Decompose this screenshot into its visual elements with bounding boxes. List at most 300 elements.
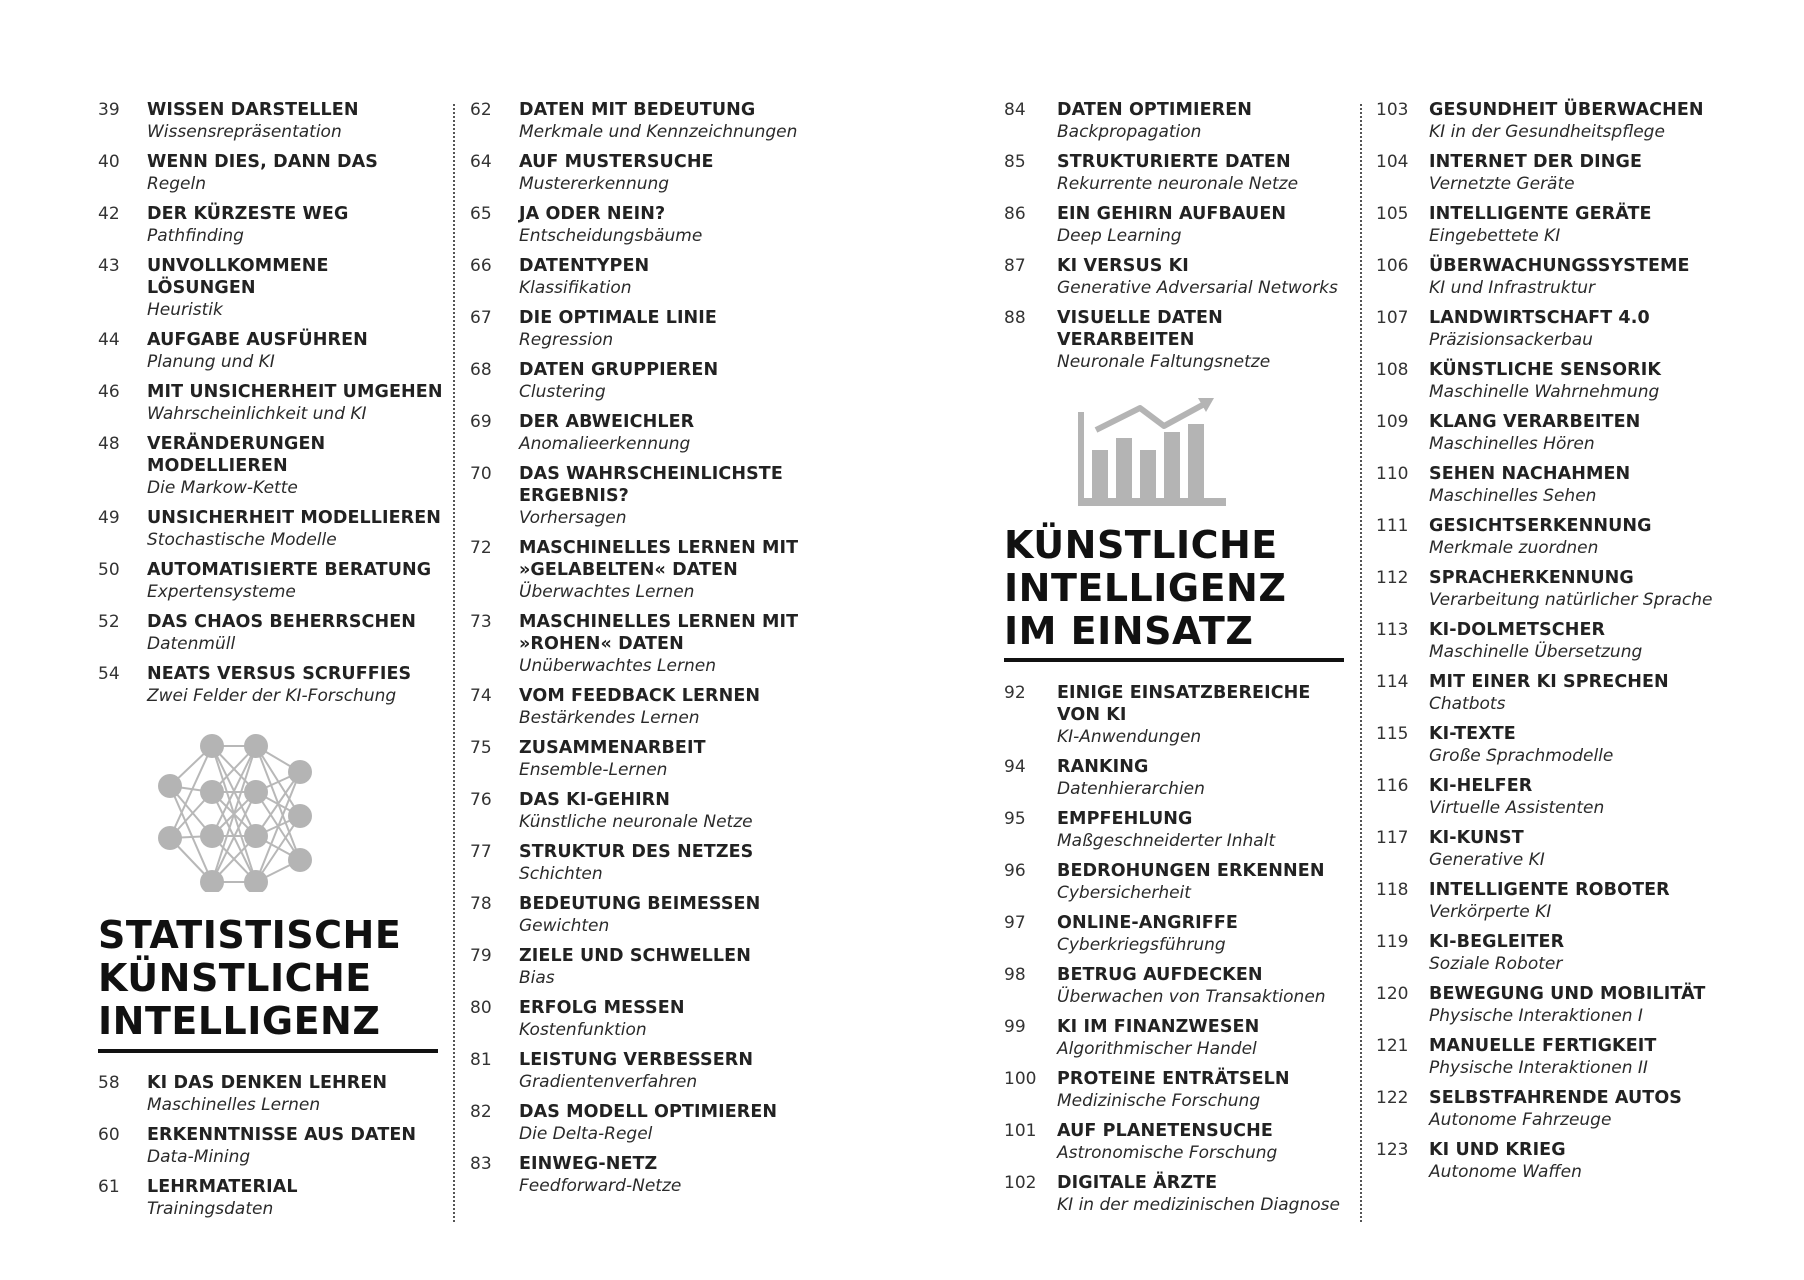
entry-subtitle: Rekurrente neuronale Netze bbox=[1057, 174, 1299, 194]
page-number: 95 bbox=[1004, 809, 1026, 829]
entry-text bbox=[147, 151, 443, 195]
entry-subtitle: Planung und KI bbox=[147, 352, 275, 372]
page-number: 119 bbox=[1376, 932, 1409, 952]
page-number: 107 bbox=[1376, 308, 1409, 328]
entry-subtitle: Regeln bbox=[147, 174, 207, 194]
entry-title: WENN DIES, DANN DAS bbox=[147, 152, 379, 172]
entry-text bbox=[147, 433, 443, 499]
entry-title: ONLINE-ANGRIFFE bbox=[1057, 913, 1238, 933]
toc-entry bbox=[1376, 983, 1736, 1027]
toc-entry bbox=[470, 893, 815, 937]
entry-text bbox=[1057, 151, 1349, 195]
toc-column-1-bottom bbox=[98, 1072, 443, 1228]
page-number: 117 bbox=[1376, 828, 1409, 848]
toc-entry bbox=[98, 1072, 443, 1116]
entry-title: MANUELLE FERTIGKEIT bbox=[1429, 1036, 1657, 1056]
entry-text bbox=[1429, 1035, 1736, 1079]
entry-title: STRUKTURIERTE DATEN bbox=[1057, 152, 1291, 172]
entry-title: LEHRMATERIAL bbox=[147, 1177, 298, 1197]
entry-title: UNVOLLKOMMENE LÖSUNGEN bbox=[147, 256, 329, 298]
entry-title: KI-BEGLEITER bbox=[1429, 932, 1565, 952]
toc-entry bbox=[1004, 1120, 1349, 1164]
page-number: 42 bbox=[98, 204, 120, 224]
column-divider bbox=[1360, 104, 1362, 1222]
entry-subtitle: Autonome Waffen bbox=[1429, 1162, 1582, 1182]
toc-list bbox=[1004, 682, 1349, 1216]
entry-title: LEISTUNG VERBESSERN bbox=[519, 1050, 754, 1070]
section-rule bbox=[1004, 658, 1344, 662]
entry-text bbox=[1429, 879, 1736, 923]
entry-title: MIT UNSICHERHEIT UMGEHEN bbox=[147, 382, 443, 402]
entry-title: DER ABWEICHLER bbox=[519, 412, 695, 432]
toc-entry bbox=[1004, 964, 1349, 1008]
toc-entry bbox=[470, 997, 815, 1041]
entry-title: NEATS VERSUS SCRUFFIES bbox=[147, 664, 412, 684]
toc-entry bbox=[1376, 619, 1736, 663]
entry-subtitle: Medizinische Forschung bbox=[1057, 1091, 1261, 1111]
toc-entry bbox=[470, 1049, 815, 1093]
entry-subtitle: Präzisionsackerbau bbox=[1429, 330, 1593, 350]
entry-title: BEDROHUNGEN ERKENNEN bbox=[1057, 861, 1325, 881]
entry-text bbox=[1429, 307, 1736, 351]
entry-title: DATEN GRUPPIEREN bbox=[519, 360, 719, 380]
page-number: 94 bbox=[1004, 757, 1026, 777]
entry-text bbox=[1057, 1016, 1349, 1060]
entry-subtitle: Große Sprachmodelle bbox=[1429, 746, 1614, 766]
entry-subtitle: Merkmale und Kennzeichnungen bbox=[519, 122, 798, 142]
entry-subtitle: Clustering bbox=[519, 382, 606, 402]
entry-title: KLANG VERARBEITEN bbox=[1429, 412, 1641, 432]
page-number: 73 bbox=[470, 612, 492, 632]
entry-text bbox=[1429, 99, 1736, 143]
page-number: 44 bbox=[98, 330, 120, 350]
entry-title: STRUKTUR DES NETZES bbox=[519, 842, 754, 862]
toc-entry bbox=[1376, 1087, 1736, 1131]
entry-text bbox=[147, 203, 443, 247]
chart-bar bbox=[1116, 438, 1132, 498]
entry-subtitle: Backpropagation bbox=[1057, 122, 1202, 142]
page-number: 103 bbox=[1376, 100, 1409, 120]
entry-subtitle: Feedforward-Netze bbox=[519, 1176, 682, 1196]
page-number: 112 bbox=[1376, 568, 1409, 588]
entry-text bbox=[147, 381, 443, 425]
entry-text bbox=[147, 255, 443, 321]
entry-title: DATENTYPEN bbox=[519, 256, 650, 276]
toc-entry bbox=[1376, 723, 1736, 767]
entry-text bbox=[1429, 983, 1736, 1027]
entry-text bbox=[519, 997, 815, 1041]
toc-entry bbox=[1376, 463, 1736, 507]
toc-entry bbox=[98, 1124, 443, 1168]
neural-network-icon bbox=[154, 732, 324, 892]
entry-subtitle: Autonome Fahrzeuge bbox=[1429, 1110, 1612, 1130]
toc-entry bbox=[470, 789, 815, 833]
toc-entry bbox=[98, 559, 443, 603]
entry-text bbox=[1057, 912, 1349, 956]
entry-title: BEDEUTUNG BEIMESSEN bbox=[519, 894, 761, 914]
entry-title: EIN GEHIRN AUFBAUEN bbox=[1057, 204, 1287, 224]
entry-subtitle: Chatbots bbox=[1429, 694, 1506, 714]
entry-subtitle: Zwei Felder der KI-Forschung bbox=[147, 686, 397, 706]
entry-title: ERFOLG MESSEN bbox=[519, 998, 685, 1018]
entry-title: PROTEINE ENTRÄTSELN bbox=[1057, 1069, 1290, 1089]
entry-subtitle: Maschinelles Sehen bbox=[1429, 486, 1597, 506]
page-number: 66 bbox=[470, 256, 492, 276]
entry-subtitle: Virtuelle Assistenten bbox=[1429, 798, 1605, 818]
toc-entry bbox=[1376, 203, 1736, 247]
entry-title: ÜBERWACHUNGSSYSTEME bbox=[1429, 256, 1690, 276]
toc-entry bbox=[470, 737, 815, 781]
entry-title: DAS CHAOS BEHERRSCHEN bbox=[147, 612, 417, 632]
toc-entry bbox=[1004, 203, 1349, 247]
entry-text bbox=[1057, 682, 1349, 748]
entry-text bbox=[519, 151, 815, 195]
entry-title: DAS WAHRSCHEINLICHSTE ERGEBNIS? bbox=[519, 464, 783, 506]
entry-title: DATEN OPTIMIEREN bbox=[1057, 100, 1253, 120]
entry-subtitle: Cyberkriegsführung bbox=[1057, 935, 1226, 955]
toc-column-1 bbox=[98, 99, 443, 715]
toc-entry bbox=[1004, 808, 1349, 852]
toc-column-2 bbox=[470, 99, 815, 1205]
page-number: 72 bbox=[470, 538, 492, 558]
toc-column-4 bbox=[1376, 99, 1736, 1191]
page-number: 123 bbox=[1376, 1140, 1409, 1160]
toc-entry bbox=[470, 307, 815, 351]
page-number: 116 bbox=[1376, 776, 1409, 796]
entry-text bbox=[1057, 255, 1349, 299]
page-number: 58 bbox=[98, 1073, 120, 1093]
entry-subtitle: Vernetzte Geräte bbox=[1429, 174, 1575, 194]
entry-text bbox=[519, 99, 815, 143]
entry-text bbox=[147, 663, 443, 707]
network-node bbox=[200, 780, 224, 804]
toc-entry bbox=[1376, 931, 1736, 975]
toc-entry bbox=[1376, 1035, 1736, 1079]
page-number: 99 bbox=[1004, 1017, 1026, 1037]
entry-text bbox=[1429, 619, 1736, 663]
entry-subtitle: Überwachen von Transaktionen bbox=[1057, 987, 1326, 1007]
entry-text bbox=[1429, 203, 1736, 247]
entry-text bbox=[147, 1176, 443, 1220]
entry-title: MASCHINELLES LERNEN MIT »ROHEN« DATEN bbox=[519, 612, 799, 654]
entry-subtitle: Bestärkendes Lernen bbox=[519, 708, 700, 728]
page-number: 100 bbox=[1004, 1069, 1037, 1089]
entry-text bbox=[519, 737, 815, 781]
toc-entry bbox=[98, 203, 443, 247]
page-number: 61 bbox=[98, 1177, 120, 1197]
entry-text bbox=[1057, 964, 1349, 1008]
page-number: 97 bbox=[1004, 913, 1026, 933]
entry-subtitle: Physische Interaktionen II bbox=[1429, 1058, 1648, 1078]
network-node bbox=[288, 760, 312, 784]
entry-text bbox=[519, 307, 815, 351]
entry-title: ZUSAMMENARBEIT bbox=[519, 738, 706, 758]
entry-text bbox=[147, 559, 443, 603]
page-number: 115 bbox=[1376, 724, 1409, 744]
page-number: 65 bbox=[470, 204, 492, 224]
toc-entry bbox=[1376, 255, 1736, 299]
page-number: 122 bbox=[1376, 1088, 1409, 1108]
entry-title: SELBSTFAHRENDE AUTOS bbox=[1429, 1088, 1683, 1108]
entry-text bbox=[1057, 203, 1349, 247]
entry-title: KI DAS DENKEN LEHREN bbox=[147, 1073, 388, 1093]
toc-entry bbox=[1004, 682, 1349, 748]
entry-title: KI VERSUS KI bbox=[1057, 256, 1189, 276]
entry-text bbox=[1057, 1120, 1349, 1164]
entry-subtitle: Wahrscheinlichkeit und KI bbox=[147, 404, 367, 424]
entry-title: KÜNSTLICHE SENSORIK bbox=[1429, 360, 1661, 380]
entry-text bbox=[147, 1124, 443, 1168]
page-number: 105 bbox=[1376, 204, 1409, 224]
entry-text bbox=[1429, 515, 1736, 559]
entry-title: EMPFEHLUNG bbox=[1057, 809, 1193, 829]
page-number: 68 bbox=[470, 360, 492, 380]
toc-entry bbox=[470, 359, 815, 403]
entry-title: MASCHINELLES LERNEN MIT »GELABELTEN« DATEN bbox=[519, 538, 799, 580]
entry-title: RANKING bbox=[1057, 757, 1149, 777]
entry-subtitle: Maschinelle Wahrnehmung bbox=[1429, 382, 1660, 402]
toc-entry bbox=[1004, 1016, 1349, 1060]
page-number: 79 bbox=[470, 946, 492, 966]
entry-text bbox=[1057, 756, 1349, 800]
page-number: 46 bbox=[98, 382, 120, 402]
entry-title: VERÄNDERUNGEN MODELLIEREN bbox=[147, 434, 326, 476]
entry-title: DAS MODELL OPTIMIEREN bbox=[519, 1102, 778, 1122]
entry-subtitle: Maschinelles Lernen bbox=[147, 1095, 321, 1115]
network-node bbox=[200, 734, 224, 758]
chart-bar bbox=[1140, 450, 1156, 498]
toc-entry bbox=[470, 151, 815, 195]
toc-entry bbox=[98, 255, 443, 321]
entry-text bbox=[1429, 151, 1736, 195]
entry-title: DAS KI-GEHIRN bbox=[519, 790, 670, 810]
toc-list bbox=[98, 1072, 443, 1220]
entry-title: UNSICHERHEIT MODELLIEREN bbox=[147, 508, 442, 528]
entry-text bbox=[519, 359, 815, 403]
network-node bbox=[244, 780, 268, 804]
network-node bbox=[288, 804, 312, 828]
page-number: 76 bbox=[470, 790, 492, 810]
toc-entry bbox=[1004, 756, 1349, 800]
toc-entry bbox=[470, 411, 815, 455]
toc-list bbox=[1376, 99, 1736, 1183]
page-number: 74 bbox=[470, 686, 492, 706]
entry-title: DIGITALE ÄRZTE bbox=[1057, 1173, 1218, 1193]
entry-title: AUTOMATISIERTE BERATUNG bbox=[147, 560, 432, 580]
toc-entry bbox=[1004, 860, 1349, 904]
entry-title: KI-TEXTE bbox=[1429, 724, 1516, 744]
entry-subtitle: KI in der medizinischen Diagnose bbox=[1057, 1195, 1340, 1215]
entry-text bbox=[519, 893, 815, 937]
entry-subtitle: Deep Learning bbox=[1057, 226, 1182, 246]
entry-text bbox=[1429, 931, 1736, 975]
toc-entry bbox=[1376, 775, 1736, 819]
toc-entry bbox=[470, 841, 815, 885]
entry-title: SEHEN NACHAHMEN bbox=[1429, 464, 1631, 484]
entry-title: DIE OPTIMALE LINIE bbox=[519, 308, 717, 328]
entry-text bbox=[519, 411, 815, 455]
entry-text bbox=[147, 1072, 443, 1116]
entry-text bbox=[519, 1049, 815, 1093]
page-number: 78 bbox=[470, 894, 492, 914]
entry-text bbox=[1429, 827, 1736, 871]
entry-subtitle: Verkörperte KI bbox=[1429, 902, 1552, 922]
entry-subtitle: Schichten bbox=[519, 864, 603, 884]
page-number: 113 bbox=[1376, 620, 1409, 640]
page-number: 54 bbox=[98, 664, 120, 684]
entry-subtitle: Ensemble-Lernen bbox=[519, 760, 668, 780]
toc-entry bbox=[98, 99, 443, 143]
network-node bbox=[158, 774, 182, 798]
entry-subtitle: Verarbeitung natürlicher Sprache bbox=[1429, 590, 1713, 610]
page-number: 106 bbox=[1376, 256, 1409, 276]
entry-subtitle: Klassifikation bbox=[519, 278, 632, 298]
entry-subtitle: Anomalieerkennung bbox=[519, 434, 691, 454]
entry-title: AUF PLANETENSUCHE bbox=[1057, 1121, 1273, 1141]
toc-entry bbox=[470, 611, 815, 677]
page-number: 85 bbox=[1004, 152, 1026, 172]
entry-text bbox=[1429, 359, 1736, 403]
page-number: 62 bbox=[470, 100, 492, 120]
entry-title: KI-KUNST bbox=[1429, 828, 1524, 848]
entry-subtitle: Datenhierarchien bbox=[1057, 779, 1205, 799]
entry-title: ERKENNTNISSE AUS DATEN bbox=[147, 1125, 417, 1145]
entry-text bbox=[519, 203, 815, 247]
toc-entry bbox=[98, 663, 443, 707]
toc-entry bbox=[98, 329, 443, 373]
entry-text bbox=[1429, 1087, 1736, 1131]
entry-subtitle: Merkmale zuordnen bbox=[1429, 538, 1599, 558]
toc-column-3 bbox=[1004, 99, 1349, 381]
entry-text bbox=[519, 537, 815, 603]
page-number: 114 bbox=[1376, 672, 1409, 692]
entry-subtitle: Vorhersagen bbox=[519, 508, 627, 528]
entry-text bbox=[1429, 1139, 1736, 1183]
page-number: 50 bbox=[98, 560, 120, 580]
entry-text bbox=[519, 1101, 815, 1145]
chart-axis-x bbox=[1078, 498, 1226, 506]
page-number: 77 bbox=[470, 842, 492, 862]
entry-subtitle: Algorithmischer Handel bbox=[1057, 1039, 1257, 1059]
toc-entry bbox=[470, 463, 815, 529]
page-number: 87 bbox=[1004, 256, 1026, 276]
entry-subtitle: Data-Mining bbox=[147, 1147, 251, 1167]
entry-title: KI-DOLMETSCHER bbox=[1429, 620, 1606, 640]
entry-title: INTELLIGENTE ROBOTER bbox=[1429, 880, 1670, 900]
entry-subtitle: KI in der Gesundheitspflege bbox=[1429, 122, 1665, 142]
page-number: 75 bbox=[470, 738, 492, 758]
entry-subtitle: Gewichten bbox=[519, 916, 610, 936]
entry-title: KI-HELFER bbox=[1429, 776, 1533, 796]
entry-subtitle: Trainingsdaten bbox=[147, 1199, 274, 1219]
page-number: 92 bbox=[1004, 683, 1026, 703]
entry-text bbox=[1429, 255, 1736, 299]
entry-text bbox=[519, 1153, 815, 1197]
entry-text bbox=[147, 507, 443, 551]
toc-entry bbox=[470, 945, 815, 989]
entry-subtitle: Die Markow-Kette bbox=[147, 478, 298, 498]
entry-subtitle: Stochastische Modelle bbox=[147, 530, 337, 550]
entry-subtitle: Künstliche neuronale Netze bbox=[519, 812, 753, 832]
entry-title: INTELLIGENTE GERÄTE bbox=[1429, 204, 1652, 224]
entry-title: SPRACHERKENNUNG bbox=[1429, 568, 1634, 588]
entry-text bbox=[1057, 307, 1349, 373]
entry-text bbox=[1429, 775, 1736, 819]
entry-title: BETRUG AUFDECKEN bbox=[1057, 965, 1263, 985]
toc-entry bbox=[1376, 1139, 1736, 1183]
entry-title: MIT EINER KI SPRECHEN bbox=[1429, 672, 1669, 692]
entry-title: ZIELE UND SCHWELLEN bbox=[519, 946, 751, 966]
page-number: 118 bbox=[1376, 880, 1409, 900]
toc-entry bbox=[470, 1153, 815, 1197]
entry-text bbox=[519, 255, 815, 299]
entry-subtitle: Astronomische Forschung bbox=[1057, 1143, 1278, 1163]
page-number: 81 bbox=[470, 1050, 492, 1070]
entry-title: INTERNET DER DINGE bbox=[1429, 152, 1643, 172]
entry-text bbox=[519, 841, 815, 885]
toc-entry bbox=[1004, 151, 1349, 195]
entry-text bbox=[519, 463, 815, 529]
entry-text bbox=[1057, 860, 1349, 904]
page-number: 101 bbox=[1004, 1121, 1037, 1141]
entry-subtitle: Maschinelles Hören bbox=[1429, 434, 1595, 454]
toc-entry bbox=[470, 1101, 815, 1145]
network-node bbox=[200, 824, 224, 848]
entry-title: KI UND KRIEG bbox=[1429, 1140, 1566, 1160]
entry-title: AUFGABE AUSFÜHREN bbox=[147, 330, 368, 350]
column-divider bbox=[453, 104, 455, 1222]
toc-entry bbox=[1376, 99, 1736, 143]
entry-text bbox=[519, 945, 815, 989]
page-number: 84 bbox=[1004, 100, 1026, 120]
entry-subtitle: Generative KI bbox=[1429, 850, 1545, 870]
toc-entry bbox=[1004, 307, 1349, 373]
page-number: 60 bbox=[98, 1125, 120, 1145]
network-node bbox=[288, 848, 312, 872]
page-number: 98 bbox=[1004, 965, 1026, 985]
toc-entry bbox=[98, 151, 443, 195]
entry-text bbox=[1429, 463, 1736, 507]
chart-bar bbox=[1092, 450, 1108, 498]
toc-entry bbox=[1004, 255, 1349, 299]
page-number: 88 bbox=[1004, 308, 1026, 328]
entry-subtitle: KI-Anwendungen bbox=[1057, 727, 1202, 747]
toc-entry bbox=[470, 255, 815, 299]
entry-subtitle: Unüberwachtes Lernen bbox=[519, 656, 716, 676]
page-number: 67 bbox=[470, 308, 492, 328]
page-number: 83 bbox=[470, 1154, 492, 1174]
entry-subtitle: Überwachtes Lernen bbox=[519, 582, 695, 602]
entry-title: KI IM FINANZWESEN bbox=[1057, 1017, 1260, 1037]
entry-subtitle: Eingebettete KI bbox=[1429, 226, 1561, 246]
chart-bar bbox=[1164, 432, 1180, 498]
network-node bbox=[158, 826, 182, 850]
entry-title: GESICHTSERKENNUNG bbox=[1429, 516, 1652, 536]
toc-entry bbox=[1004, 1068, 1349, 1112]
entry-text bbox=[1429, 567, 1736, 611]
toc-entry bbox=[98, 433, 443, 499]
entry-subtitle: KI und Infrastruktur bbox=[1429, 278, 1596, 298]
page-number: 52 bbox=[98, 612, 120, 632]
entry-subtitle: Soziale Roboter bbox=[1429, 954, 1563, 974]
entry-text bbox=[1429, 411, 1736, 455]
entry-text bbox=[147, 99, 443, 143]
entry-subtitle: Expertensysteme bbox=[147, 582, 296, 602]
entry-subtitle: Die Delta-Regel bbox=[519, 1124, 653, 1144]
page-number: 70 bbox=[470, 464, 492, 484]
section-rule bbox=[98, 1049, 438, 1053]
entry-title: EINIGE EINSATZBEREICHE VON KI bbox=[1057, 683, 1311, 725]
